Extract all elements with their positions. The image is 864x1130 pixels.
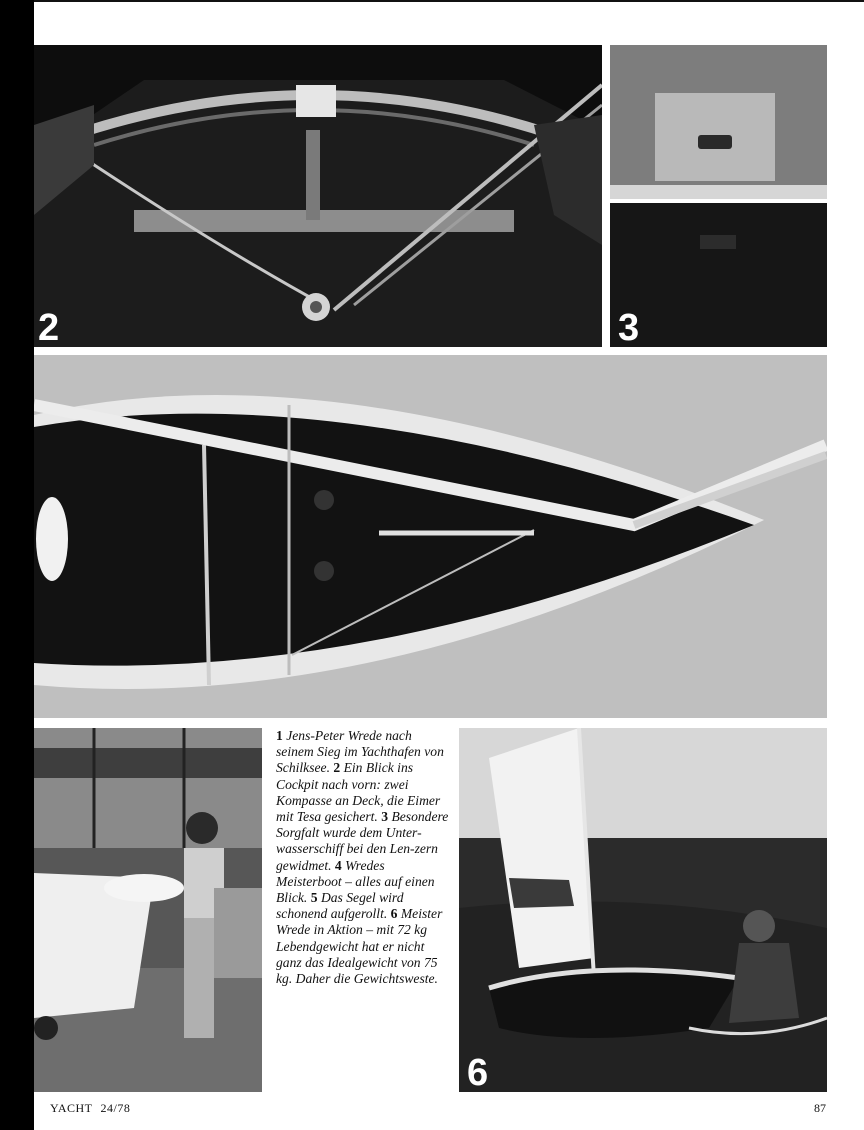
photo-underwater-hull bbox=[610, 45, 827, 347]
caption-number: 5 bbox=[310, 890, 321, 906]
page-spine-edge bbox=[0, 0, 34, 1130]
caption-number: 2 bbox=[333, 760, 344, 776]
caption-number: 1 bbox=[276, 728, 287, 743]
caption-number: 4 bbox=[334, 857, 346, 873]
photo-caption bbox=[276, 728, 452, 987]
page-number: 87 bbox=[814, 1101, 826, 1115]
caption-text: Ein Blick ins Cockpit nach vorn: zwei Kompasse an Deck, die Eimer mit Tesa gesichert. bbox=[276, 760, 441, 825]
issue-number: 24/78 bbox=[100, 1101, 131, 1115]
photo-number-label: 3 bbox=[618, 307, 639, 347]
caption-text: Wredes Meisterboot – alles auf einen Blick. bbox=[276, 857, 435, 906]
photo-number-label: 2 bbox=[38, 307, 59, 347]
photo-cockpit bbox=[34, 45, 602, 347]
magazine-footer bbox=[50, 1101, 130, 1116]
photo-number-label: 6 bbox=[467, 1052, 488, 1092]
caption-number: 6 bbox=[390, 906, 401, 922]
photo-action bbox=[459, 728, 827, 1092]
photo-harbour-sail-rolling bbox=[34, 728, 262, 1092]
top-rule bbox=[0, 0, 864, 2]
photo-boat-overview bbox=[34, 355, 827, 718]
caption-number: 3 bbox=[381, 809, 392, 825]
caption-text: Besondere Sorgfalt wurde dem Unter-wasserschiff bei den Len-zern gewidmet. bbox=[276, 809, 449, 873]
caption-text: Das Segel wird schonend aufgerollt. bbox=[276, 890, 404, 922]
caption-text: Meister Wrede in Aktion – mit 72 kg Lebendgewicht hat er nicht ganz das Idealgewicht von 75 kg. Daher die Gewichtsweste. bbox=[276, 906, 443, 987]
magazine-name: YACHT bbox=[50, 1101, 93, 1115]
caption-text: Jens-Peter Wrede nach seinem Sieg im Yachthafen von Schilksee. bbox=[276, 728, 444, 776]
